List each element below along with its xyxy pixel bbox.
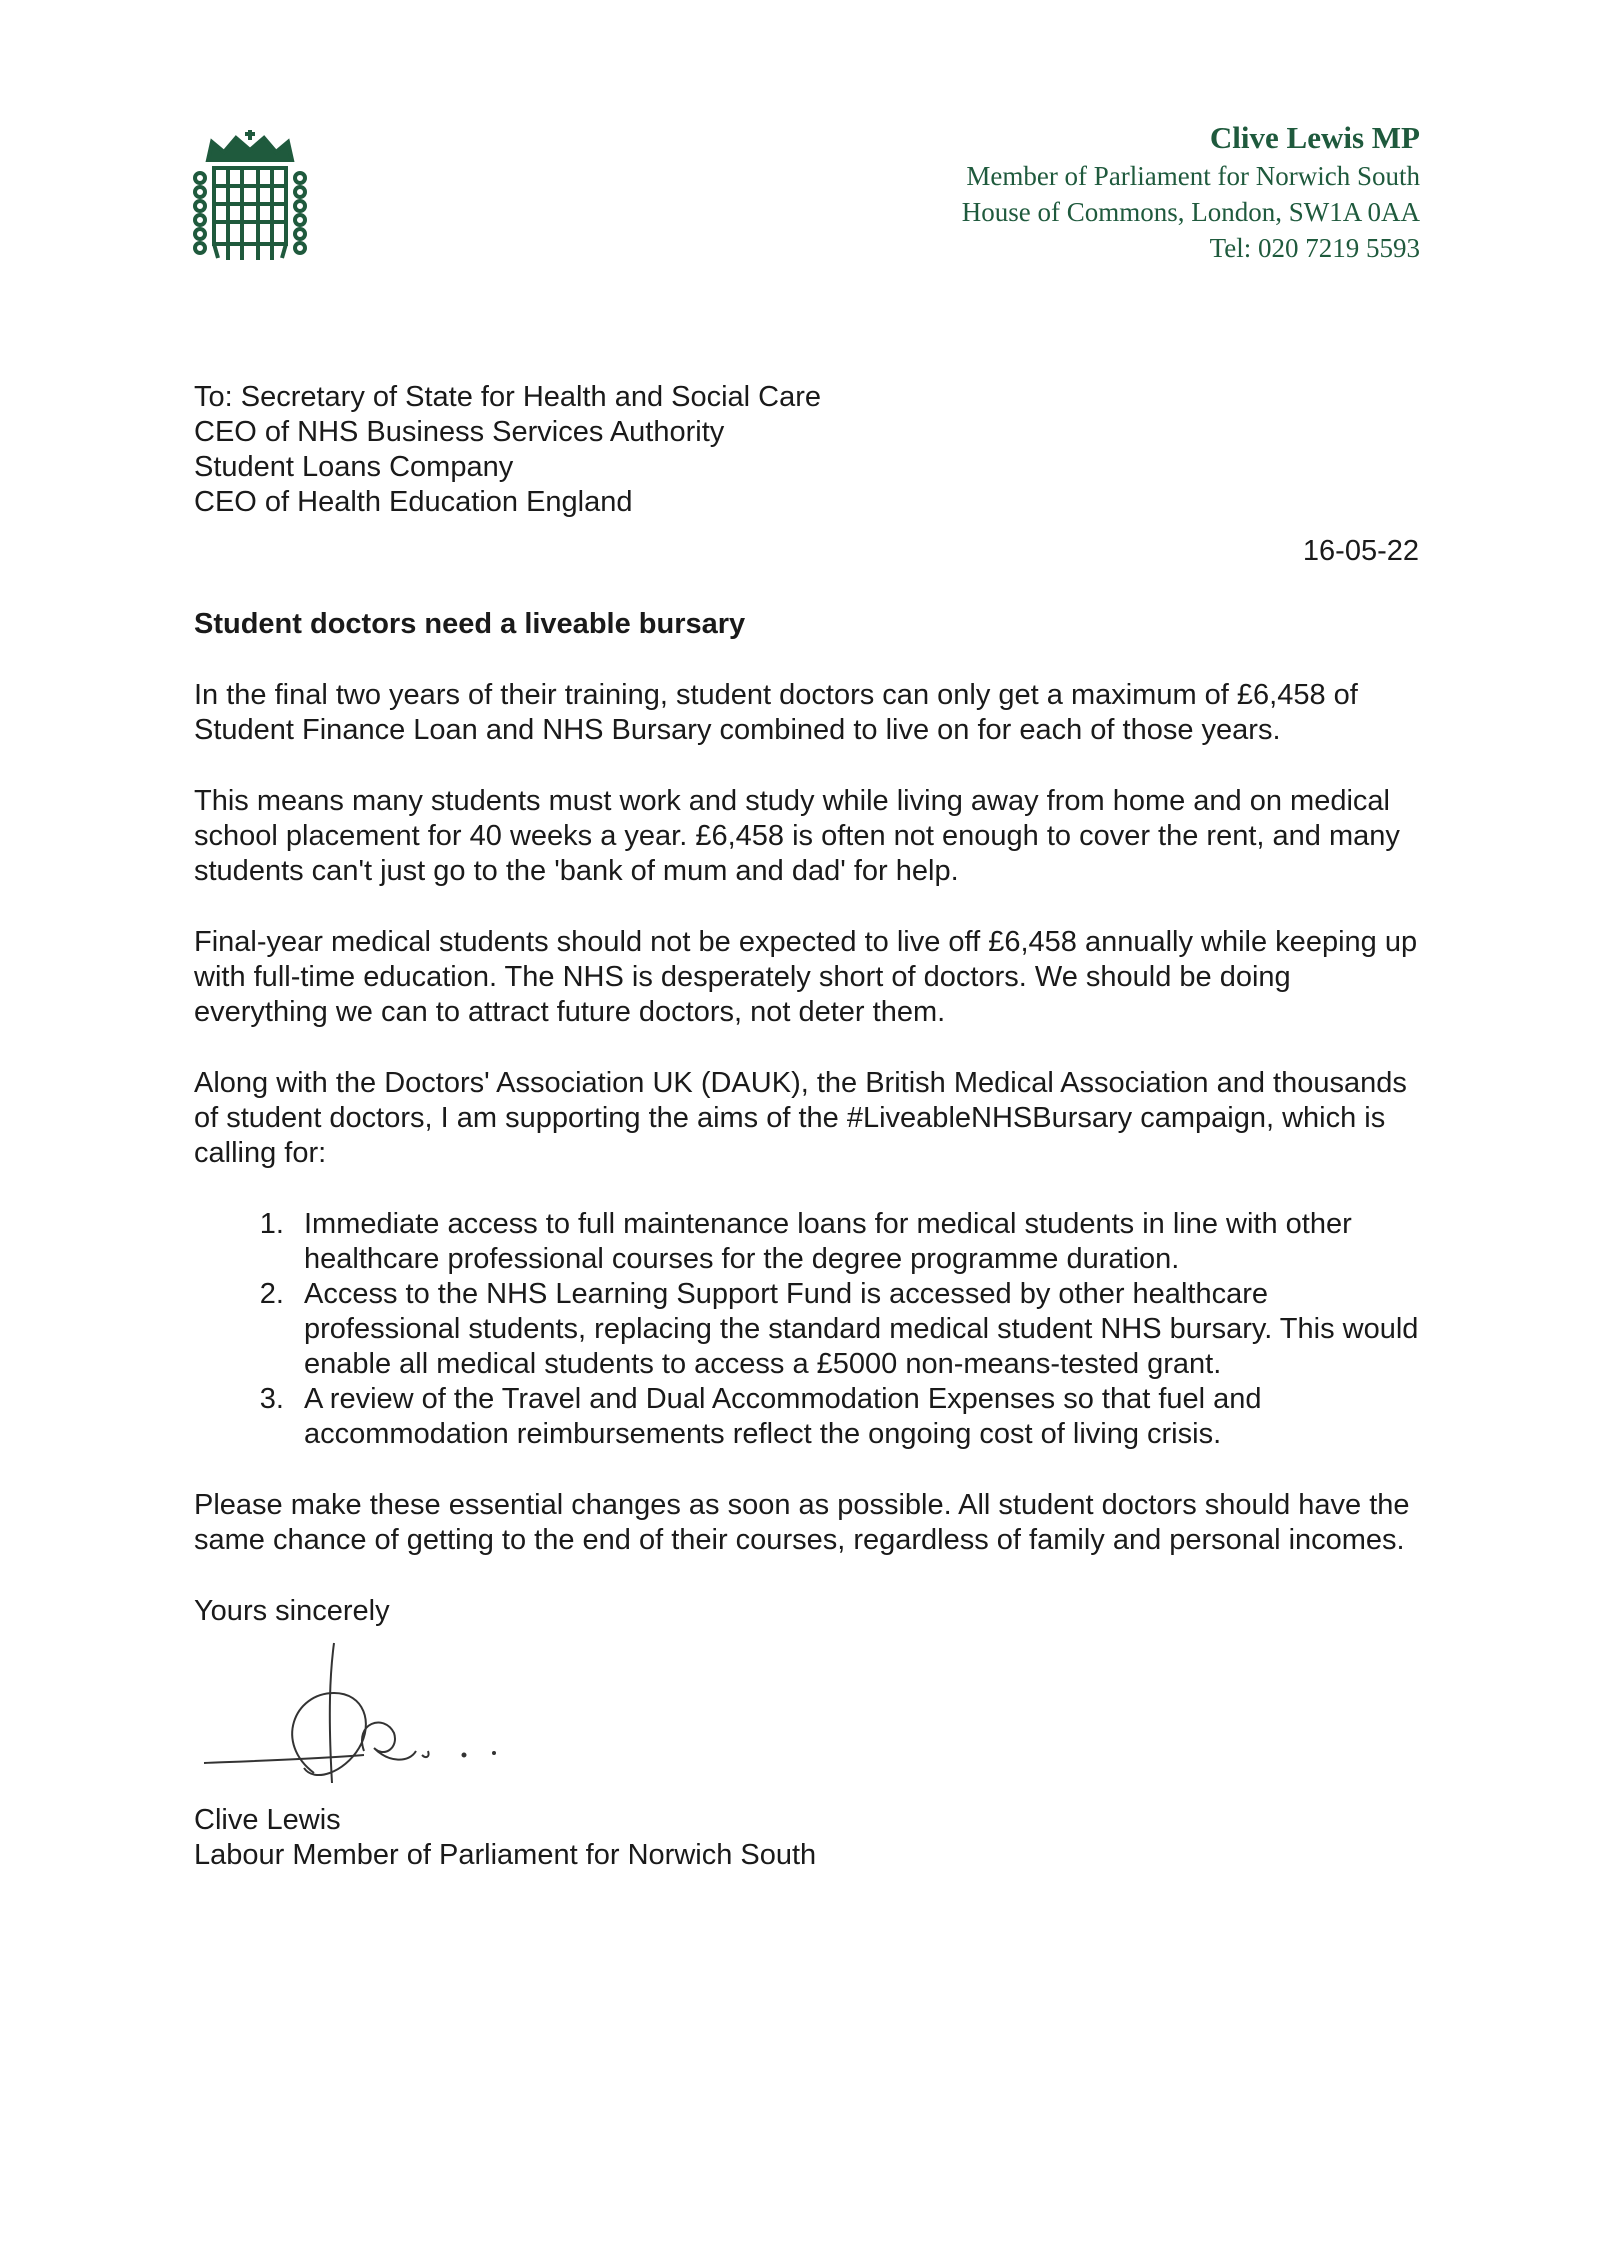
signoff-title: Labour Member of Parliament for Norwich South [194,1839,817,1871]
recipient-line: CEO of Health Education England [194,486,633,518]
recipient-line: To: Secretary of State for Health and Social Care [194,381,822,413]
recipient-block [194,380,1419,520]
list-item: 2. Access to the NHS Learning Support Fund is accessed by other healthcare professional students, replacing the standard medical student NHS bursary. This would enable all medical students to access a £5000 non-means-tested grant. [292,1277,1419,1382]
demands-list [194,1207,1419,1452]
letterhead-phone: Tel: 020 7219 5593 [1209,233,1420,263]
closing: Yours sincerely [194,1595,390,1627]
signoff-block [194,1803,1419,1873]
signoff-name: Clive Lewis [194,1804,341,1836]
letter-subject: Student doctors need a liveable bursary [194,608,746,640]
paragraph: Final-year medical students should not be expected to live off £6,458 annually while keeping up with full-time education. The NHS is desperately short of doctors. We should be doing everything we can to attract future doctors, not deter them. [194,926,1418,1028]
letter-date: 16-05-22 [1302,535,1419,567]
list-item: 1. Immediate access to full maintenance loans for medical students in line with other healthcare professional courses for the degree programme duration. [292,1207,1419,1277]
recipient-line: CEO of NHS Business Services Authority [194,416,725,448]
paragraph: In the final two years of their training, student doctors can only get a maximum of £6,458 of Student Finance Loan and NHS Bursary combined to live on for each of those years. [194,679,1358,746]
letterhead [962,118,1420,266]
paragraph: This means many students must work and study while living away from home and on medical school placement for 40 weeks a year. £6,458 is often not enough to cover the rent, and many students can't just go to the 'bank of mum and dad' for help. [194,785,1400,887]
list-item: 3. A review of the Travel and Dual Accommodation Expenses so that fuel and accommodation reimbursements reflect the ongoing cost of living crisis. [292,1382,1419,1452]
letterhead-role: Member of Parliament for Norwich South [966,161,1420,191]
letterhead-address: House of Commons, London, SW1A 0AA [961,197,1420,227]
paragraph: Please make these essential changes as soon as possible. All student doctors should have the same chance of getting to the end of their courses, regardless of family and personal incomes. [194,1489,1410,1556]
paragraph: Along with the Doctors' Association UK (DAUK), the British Medical Association and thousands of student doctors, I am supporting the aims of the #LiveableNHSBursary campaign, which is calling for: [194,1067,1407,1169]
recipient-line: Student Loans Company [194,451,514,483]
portcullis-icon [190,128,310,268]
letterhead-name: Clive Lewis MP [1209,120,1420,155]
letter-body [194,380,1419,1873]
signature-image [194,1633,534,1803]
